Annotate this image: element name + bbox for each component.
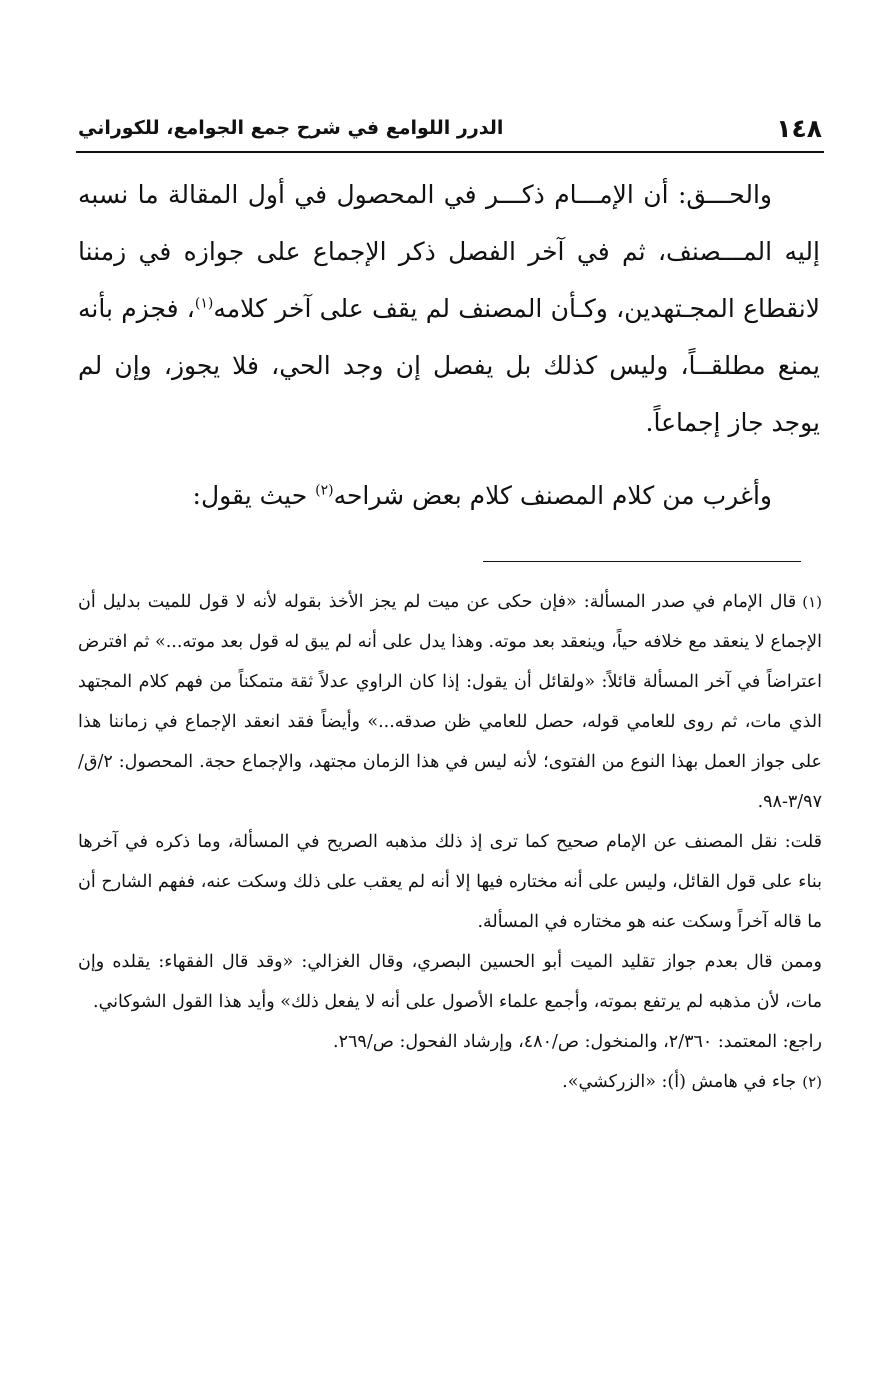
main-text <box>78 166 820 524</box>
footnote-reference: (١) <box>194 295 214 312</box>
page-number: ١٤٨ <box>776 113 822 143</box>
footnote-1-references: راجع: المعتمد: ٢/٣٦٠، والمنخول: ص/٤٨٠، وإرشاد الفحول: ص/٢٦٩. <box>333 1032 822 1052</box>
footnote-text: قال الإمام في صدر المسألة: «فإن حكى عن ميت لم يجز الأخذ بقوله لأنه لا قول للميت بدليل أن الإجماع لا ينعقد مع خلافه حياً، وينعقد بعد موته. وهذا يدل على أنه لم يبق له قول بعد موته...» ثم افترض اعتراضاً في آخر المسألة قائلاً: «ولقائل أن يقول: إذا كان الراوي عدلاً ثقة متمكناً من فهم كلام المجتهد الذي مات، ثم روى للعامي قوله، حصل للعامي ظن صدقه...» وأيضاً فقد انعقد الإجماع في زماننا هذا على جواز العمل بهذا النوع من الفتوى؛ لأنه ليس في هذا الزمان مجتهد، والإجماع حجة. المحصول: ٢/ق/٣/٩٧-٩٨. <box>78 592 822 812</box>
footnote-rule <box>483 561 801 562</box>
running-title: الدرر اللوامع في شرح جمع الجوامع، للكوراني <box>78 117 504 139</box>
header-rule <box>76 151 824 153</box>
running-header <box>78 108 822 148</box>
footnote-text: جاء في هامش (أ): «الزركشي». <box>562 1072 797 1092</box>
main-paragraph <box>78 166 820 451</box>
footnote-1-others: وممن قال بعدم جواز تقليد الميت أبو الحسين البصري، وقال الغزالي: «وقد قال الفقهاء: يقلده وإن مات، لأن مذهبه لم يرتفع بموته، وأجمع علماء الأصول على أنه لا يفعل ذلك» وأيد هذا القول الشوكاني. <box>78 952 823 1012</box>
footnotes <box>78 582 822 1102</box>
footnote-2 <box>78 1062 822 1102</box>
paragraph-text: والحـــق: أن الإمـــام ذكـــر في المحصول في أول المقالة ما نسبه إليه المـــصنف، ثم في آخر الفصل ذكر الإجماع على جوازه في زمننا لانقطاع المجـتهدين، وكـأن المصنف لم يقف على آخر كلامه <box>78 180 820 323</box>
main-paragraph <box>78 467 820 524</box>
footnote-1 <box>78 582 822 822</box>
paragraph-text: وأغرب من كلام المصنف كلام بعض شراحه <box>333 481 772 510</box>
paragraph-text: ، فجزم بأنه يمنع مطلقــاً، وليس كذلك بل يفصل إن وجد الحي، فلا يجوز، وإن لم يوجد جاز إجماعاً. <box>78 294 820 437</box>
paragraph-text: حيث يقول: <box>192 481 316 510</box>
footnote-marker: (١) <box>802 593 822 611</box>
footnote-1-note: قلت: نقل المصنف عن الإمام صحيح كما ترى إذ ذلك مذهبه الصريح في المسألة، وما ذكره في آخرها بناء على قول القائل، وليس على أنه مختاره فيها إلا أنه لم يعقب على ذلك وسكت عنه، ففهم الشارح أن ما قاله آخراً وسكت عنه هو مختاره في المسألة. <box>78 832 822 932</box>
footnote-reference: (٢) <box>315 482 334 499</box>
footnote-marker: (٢) <box>802 1073 822 1091</box>
